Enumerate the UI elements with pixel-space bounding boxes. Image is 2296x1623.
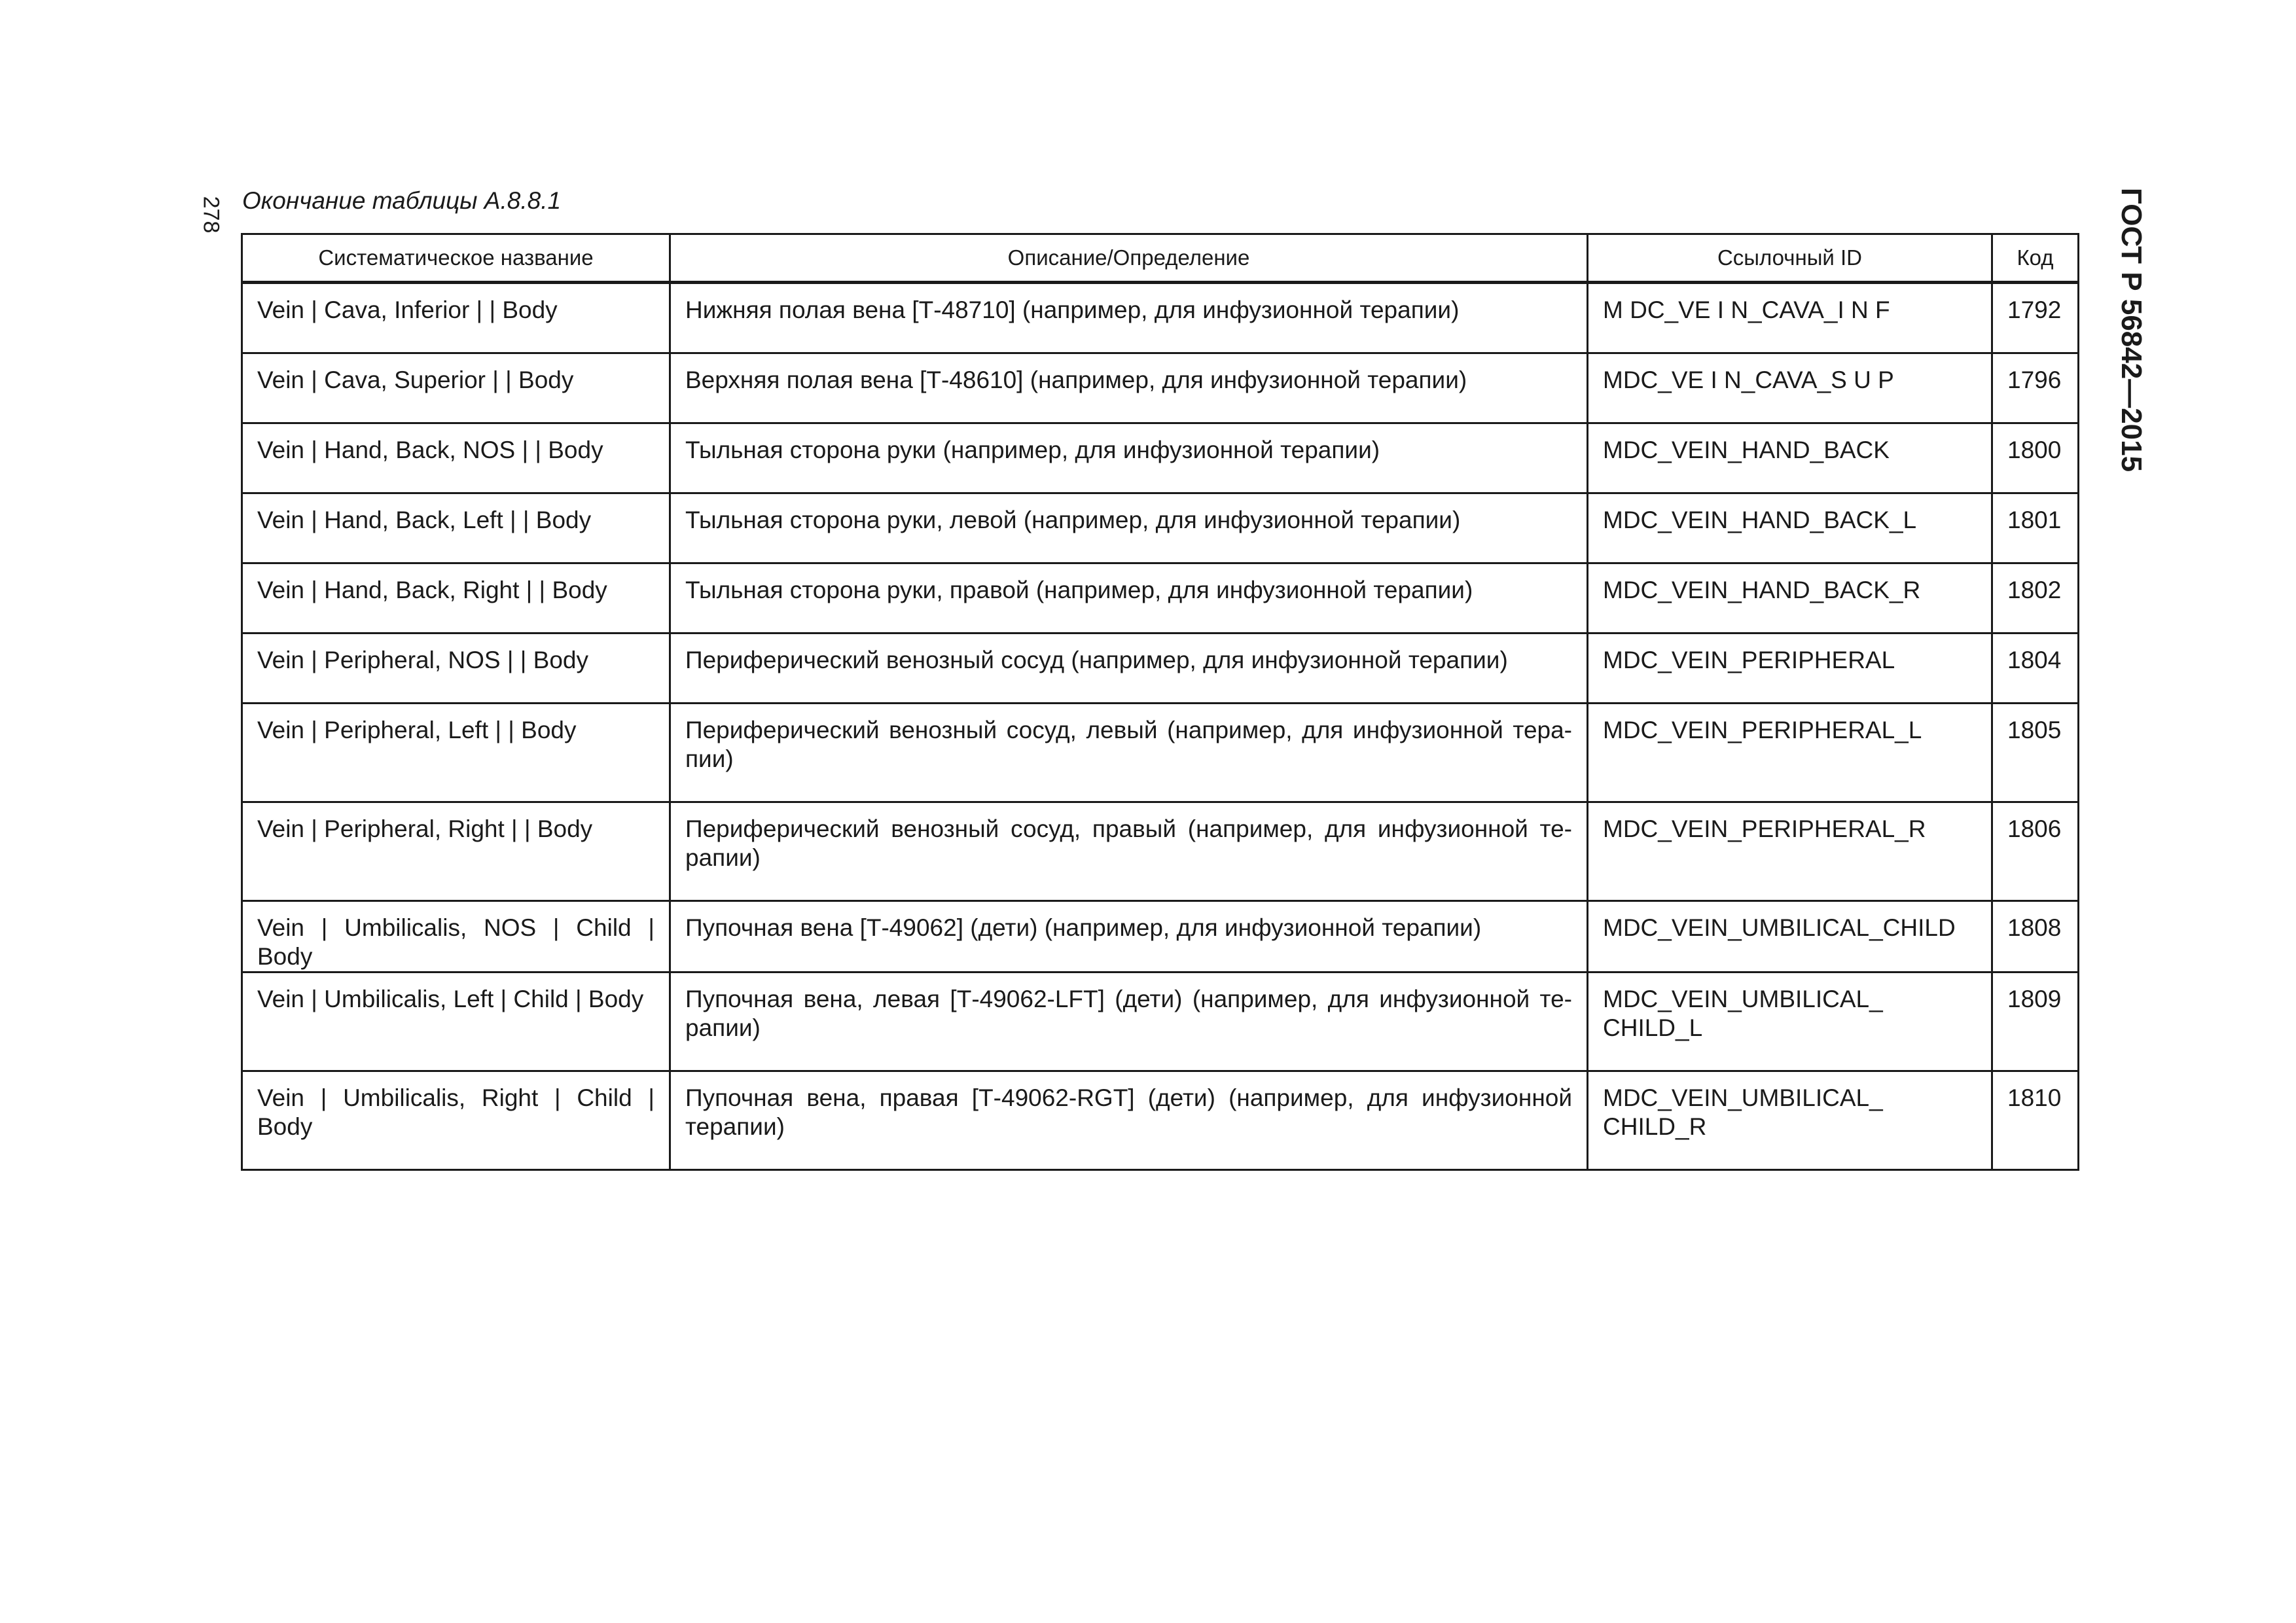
table-header-row (242, 234, 2079, 283)
cell-reference-id: MDC_VE I N_CAVA_S U P (1588, 353, 1992, 423)
cell-description: Периферический венозный сосуд, правый (например, для инфузионной те-рапии) (670, 802, 1588, 901)
cell-reference-id: MDC_VEIN_PERIPHERAL_L (1588, 704, 1992, 802)
cell-code: 1800 (1992, 423, 2079, 493)
cell-reference-id: MDC_VEIN_HAND_BACK_R (1588, 563, 1992, 633)
cell-systematic-name: Vein | Cava, Superior | | Body (242, 353, 670, 423)
cell-description: Пупочная вена, левая [Т-49062-LFT] (дети) (например, для инфузионной те-рапии) (670, 972, 1588, 1071)
cell-description: Тыльная сторона руки, правой (например, для инфузионной терапии) (670, 563, 1588, 633)
table-row (242, 423, 2079, 493)
cell-description: Периферический венозный сосуд, левый (например, для инфузионной тера-пии) (670, 704, 1588, 802)
cell-reference-id: MDC_VEIN_PERIPHERAL_R (1588, 802, 1992, 901)
cell-systematic-name: Vein | Peripheral, Right | | Body (242, 802, 670, 901)
cell-reference-id: MDC_VEIN_UMBILICAL_ CHILD_L (1588, 972, 1992, 1071)
cell-code: 1805 (1992, 704, 2079, 802)
cell-code: 1792 (1992, 283, 2079, 353)
cell-reference-id: MDC_VEIN_HAND_BACK (1588, 423, 1992, 493)
cell-reference-id: MDC_VEIN_PERIPHERAL (1588, 633, 1992, 704)
cell-code: 1806 (1992, 802, 2079, 901)
cell-code: 1801 (1992, 493, 2079, 563)
cell-reference-id: MDC_VEIN_UMBILICAL_ CHILD_R (1588, 1071, 1992, 1170)
cell-description: Верхняя полая вена [Т-48610] (например, для инфузионной терапии) (670, 353, 1588, 423)
table-row (242, 704, 2079, 802)
cell-description: Пупочная вена [Т-49062] (дети) (например, для инфузионной терапии) (670, 901, 1588, 972)
table-row (242, 802, 2079, 901)
page-number: 278 (198, 196, 224, 234)
cell-code: 1809 (1992, 972, 2079, 1071)
data-table (241, 233, 2079, 1171)
table-row (242, 633, 2079, 704)
table-row (242, 1071, 2079, 1170)
table-caption: Окончание таблицы А.8.8.1 (242, 187, 562, 214)
cell-description: Тыльная сторона руки (например, для инфузионной терапии) (670, 423, 1588, 493)
cell-reference-id: MDC_VEIN_UMBILICAL_CHILD (1588, 901, 1992, 972)
cell-code: 1804 (1992, 633, 2079, 704)
cell-reference-id: M DC_VE I N_CAVA_I N F (1588, 283, 1992, 353)
cell-code: 1810 (1992, 1071, 2079, 1170)
cell-systematic-name: Vein | Umbilicalis, NOS | Child | Body (242, 901, 670, 972)
header-reference-id: Ссылочный ID (1588, 234, 1992, 283)
cell-systematic-name: Vein | Cava, Inferior | | Body (242, 283, 670, 353)
table-row (242, 493, 2079, 563)
cell-systematic-name: Vein | Hand, Back, Left | | Body (242, 493, 670, 563)
cell-systematic-name: Vein | Peripheral, Left | | Body (242, 704, 670, 802)
cell-description: Тыльная сторона руки, левой (например, для инфузионной терапии) (670, 493, 1588, 563)
header-code: Код (1992, 234, 2079, 283)
cell-code: 1796 (1992, 353, 2079, 423)
cell-code: 1808 (1992, 901, 2079, 972)
table-row (242, 283, 2079, 353)
cell-description: Нижняя полая вена [Т-48710] (например, для инфузионной терапии) (670, 283, 1588, 353)
standard-identifier: ГОСТ Р 56842—2015 (2115, 187, 2147, 473)
cell-systematic-name: Vein | Umbilicalis, Left | Child | Body (242, 972, 670, 1071)
cell-systematic-name: Vein | Hand, Back, Right | | Body (242, 563, 670, 633)
cell-code: 1802 (1992, 563, 2079, 633)
table-row (242, 972, 2079, 1071)
table-row (242, 563, 2079, 633)
cell-reference-id: MDC_VEIN_HAND_BACK_L (1588, 493, 1992, 563)
header-description: Описание/Определение (670, 234, 1588, 283)
table-row (242, 353, 2079, 423)
cell-systematic-name: Vein | Peripheral, NOS | | Body (242, 633, 670, 704)
cell-systematic-name: Vein | Hand, Back, NOS | | Body (242, 423, 670, 493)
header-systematic-name: Систематическое название (242, 234, 670, 283)
cell-systematic-name: Vein | Umbilicalis, Right | Child | Body (242, 1071, 670, 1170)
table-row (242, 901, 2079, 972)
cell-description: Периферический венозный сосуд (например, для инфузионной терапии) (670, 633, 1588, 704)
cell-description: Пупочная вена, правая [Т-49062-RGT] (дети) (например, для инфузионной терапии) (670, 1071, 1588, 1170)
